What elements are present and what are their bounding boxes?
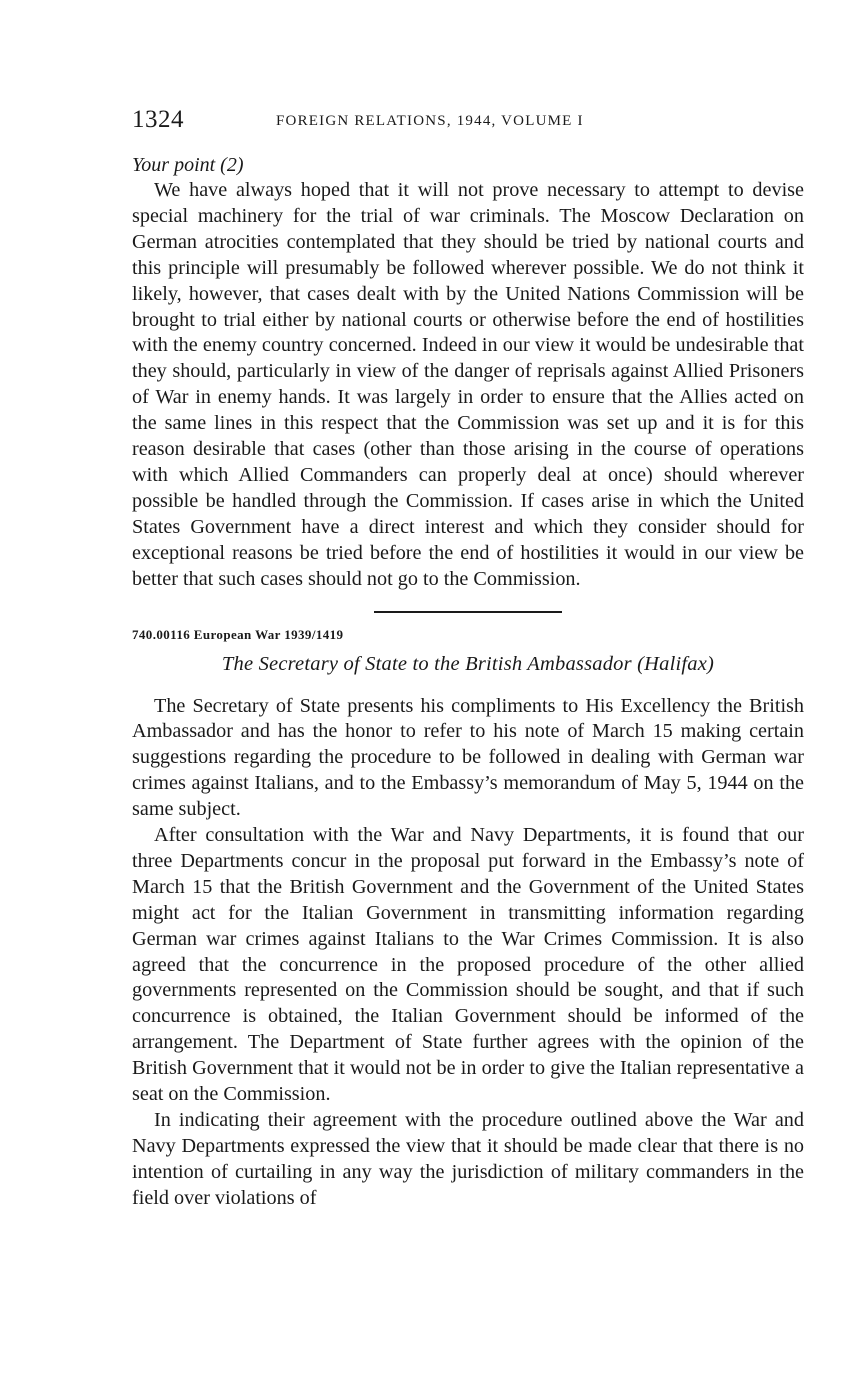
running-head	[132, 100, 804, 144]
document-body	[132, 694, 804, 1212]
file-reference: 740.00116 European War 1939/1419	[132, 626, 344, 642]
document-page	[132, 100, 804, 1212]
running-title: FOREIGN RELATIONS, 1944, VOLUME I	[276, 113, 584, 129]
first-section-body	[132, 178, 804, 593]
section-label: Your point (2)	[132, 154, 244, 176]
document-title: The Secretary of State to the British Ambassador (Halifax)	[221, 652, 715, 675]
section-divider	[374, 611, 562, 613]
paragraph: In indicating their agreement with the procedure outlined above the War and Navy Departments expressed the view that it should be made clear that there is no intention of curtailing in any way the jurisdiction of military commanders in the field over violations of	[132, 1109, 804, 1209]
paragraph: We have always hoped that it will not prove necessary to attempt to devise special machinery for the trial of war criminals. The Moscow Declaration on German atrocities contemplated that they should be tried by national courts and this principle will presumably be followed wherever possible. We do not think it likely, however, that cases dealt with by the United Nations Commission will be brought to trial either by national courts or otherwise before the end of hostilities with the enemy country concerned. Indeed in our view it would be undesirable that they should, particularly in view of the danger of reprisals against Allied Prisoners of War in enemy hands. It was largely in order to ensure that the Allies acted on the same lines in this respect that the Commission was set up and it is for this reason desirable that cases (other than those arising in the course of operations with which Allied Commanders can properly deal at once) should wherever possible be handled through the Commission. If cases arise in which the United States Government have a direct interest and which they consider should for exceptional reasons be tried before the end of hostilities it would in our view be better that such cases should not go to the Commission.	[132, 179, 804, 590]
paragraph: After consultation with the War and Navy Departments, it is found that our three Departments concur in the proposal put forward in the Embassy’s note of March 15 that the British Government and the Government of the United States might act for the Italian Government in transmitting information regarding German war crimes against Italians to the War Crimes Commission. It is also agreed that the concurrence in the proposed procedure of the other allied governments represented on the Commission should be sought, and that if such concurrence is obtained, the Italian Government should be informed of the arrangement. The Department of State further agrees with the opinion of the British Government that it would not be in order to give the Italian representative a seat on the Commission.	[132, 824, 804, 1106]
paragraph: The Secretary of State presents his compliments to His Excellency the British Ambassador and has the honor to refer to his note of March 15 making certain suggestions regarding the procedure to be followed in dealing with German war crimes against Italians, and to the Embassy’s memorandum of May 5, 1944 on the same subject.	[132, 694, 804, 821]
page-number: 1324	[132, 106, 184, 133]
